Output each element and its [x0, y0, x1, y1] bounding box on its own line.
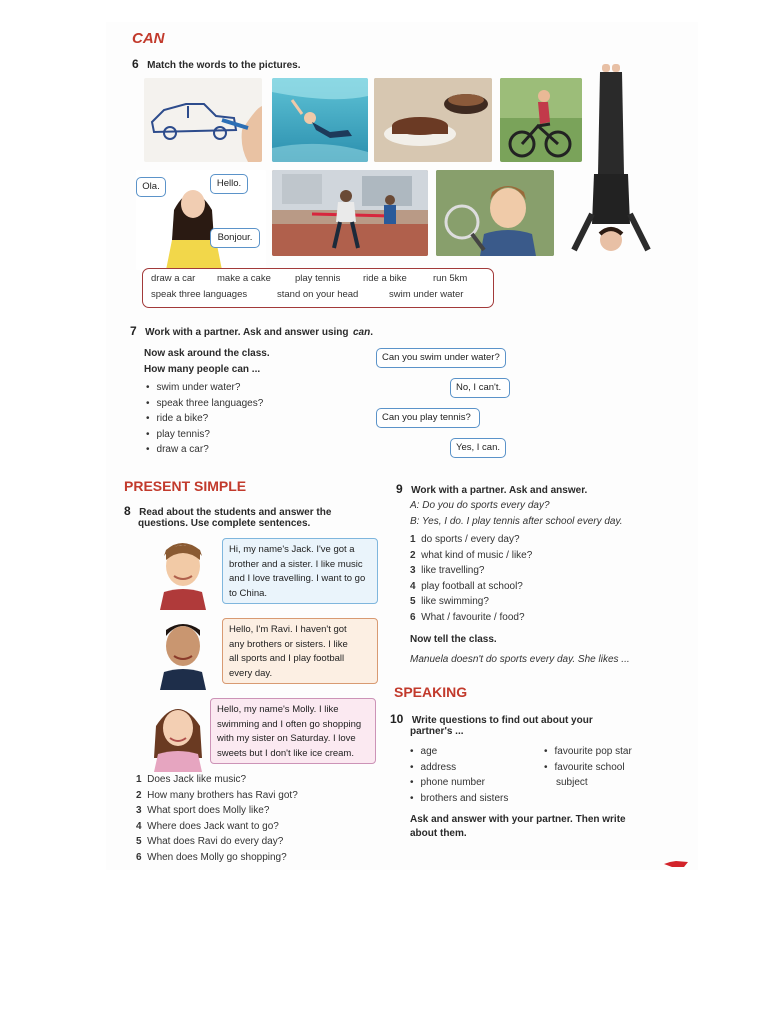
ex7-header: 7 Work with a partner. Ask and answer using can.: [130, 324, 373, 338]
ex9-example-a: A: Do you do sports every day?: [410, 500, 550, 511]
list-item: 4 play football at school?: [410, 580, 523, 592]
ex7-instruction: Work with a partner. Ask and answer using: [145, 327, 349, 338]
list-item: 6 When does Molly go shopping?: [136, 851, 287, 863]
swimmer-icon: [272, 78, 368, 162]
dialogue-bubble-3: Can you play tennis?: [376, 408, 480, 428]
ex10-col2: [544, 744, 632, 775]
word-swim-under-water: swim under water: [389, 289, 464, 300]
ravi-line: all sports and I play football: [229, 653, 345, 664]
ravi-avatar: [156, 616, 208, 690]
list-item: 2 How many brothers has Ravi got?: [136, 789, 298, 801]
bubble-ola: Ola.: [136, 177, 166, 197]
list-item: 3 What sport does Molly like?: [136, 805, 270, 816]
ex9-instruction: Work with a partner. Ask and answer.: [411, 485, 588, 496]
list-item: • play tennis?: [146, 427, 263, 443]
list-item: • speak three languages?: [146, 396, 263, 412]
ex10-col1: [410, 744, 508, 806]
ex7-sub1: Now ask around the class.: [144, 348, 270, 359]
list-item: 5 like swimming?: [410, 596, 489, 607]
list-item: • phone number: [410, 775, 508, 791]
word-stand-on-head: stand on your head: [277, 289, 359, 300]
can-title: CAN: [132, 30, 165, 47]
ex7-list: [146, 380, 263, 458]
jack-line: and I love travelling. I want to go: [229, 573, 366, 584]
ex8-line1: Read about the students and answer the: [139, 507, 332, 518]
list-item: 3 like travelling?: [410, 565, 485, 576]
ex9-tell: Now tell the class.: [410, 634, 497, 645]
molly-line: Hello, my name's Molly. I like: [217, 704, 339, 715]
molly-text-box: [210, 698, 376, 764]
jack-line: brother and a sister. I like music: [229, 558, 363, 570]
ex10-footer2: about them.: [410, 828, 467, 839]
cake-icon: [374, 78, 492, 162]
ravi-line: Hello, I'm Ravi. I haven't got: [229, 624, 347, 635]
photo-stand-on-head: [566, 64, 656, 258]
boy-face-icon: [156, 536, 208, 610]
dialogue-bubble-4: Yes, I can.: [450, 438, 506, 458]
list-item: • swim under water?: [146, 380, 263, 396]
ex9-tell-example: Manuela doesn't do sports every day. She likes ...: [410, 654, 630, 665]
ex10-footer1: Ask and answer with your partner. Then write: [410, 814, 626, 825]
photo-draw-car: [144, 78, 262, 162]
tennis-boy-icon: [436, 170, 554, 256]
ex9-example-b: B: Yes, I do. I play tennis after school every day.: [410, 516, 623, 527]
ex6-instruction: Match the words to the pictures.: [147, 60, 301, 71]
ravi-line: any brothers or sisters. I like: [229, 638, 348, 650]
ex9-items: [410, 532, 532, 625]
ex10-line1: Write questions to find out about your: [411, 715, 593, 726]
list-item: • brothers and sisters: [410, 791, 508, 807]
list-item: 4 Where does Jack want to go?: [136, 820, 279, 832]
ex7-sub2: How many people can ...: [144, 364, 261, 375]
list-item: • address: [410, 760, 508, 776]
list-item: 6 What / favourite / food?: [410, 611, 525, 623]
list-item: • age: [410, 744, 508, 760]
photo-play-tennis: [436, 170, 554, 256]
word-run-5km: run 5km: [433, 273, 468, 284]
girl-face-icon: [148, 696, 208, 772]
ex8-questions: [136, 772, 298, 865]
ex9-number: 9: [396, 482, 403, 496]
photo-run-5km: [272, 170, 428, 256]
list-item: • favourite school: [544, 760, 632, 776]
page-corner-mark: [660, 856, 690, 866]
red-mark-icon: [660, 859, 690, 869]
bubble-hello: Hello.: [210, 174, 248, 194]
runners-icon: [272, 170, 428, 256]
jack-line: Hi, my name's Jack. I've got a: [229, 544, 355, 555]
list-item: • favourite pop star: [544, 744, 632, 760]
list-item: 5 What does Ravi do every day?: [136, 836, 284, 847]
ex7-keyword: can: [352, 327, 371, 338]
photo-swim-under-water: [272, 78, 368, 162]
jack-text-box: [222, 538, 378, 604]
list-item: 2 what kind of music / like?: [410, 549, 533, 561]
list-item: • ride a bike?: [146, 411, 263, 427]
jack-line: to China.: [229, 587, 268, 599]
list-item: 1 do sports / every day?: [410, 534, 520, 545]
molly-avatar: [148, 696, 208, 772]
ex6-number: 6: [132, 57, 139, 71]
ex7-number: 7: [130, 324, 137, 338]
speaking-title: SPEAKING: [394, 684, 468, 700]
ex9-header: [396, 480, 587, 498]
bubble-bonjour: Bonjour.: [210, 228, 260, 248]
boy-face-icon: [156, 616, 208, 690]
ex8-number: 8: [124, 504, 131, 518]
word-draw-car: draw a car: [151, 273, 196, 284]
ex8-line2: questions. Use complete sentences.: [138, 518, 311, 529]
word-make-cake: make a cake: [217, 273, 271, 284]
molly-line: with my sister on Saturday. I love: [217, 733, 356, 744]
photo-make-cake: [374, 78, 492, 162]
molly-line: sweets but I don't like ice cream.: [217, 747, 354, 759]
word-play-tennis: play tennis: [295, 273, 341, 284]
dialogue-bubble-1: Can you swim under water?: [376, 348, 506, 368]
molly-line: swimming and I often go shopping: [217, 718, 362, 730]
dialogue-bubble-2: No, I can't.: [450, 378, 510, 398]
word-box: [142, 268, 494, 308]
list-item: • draw a car?: [146, 442, 263, 458]
ex10-col2-cont: subject: [556, 777, 588, 788]
ex6-header: [132, 55, 301, 73]
word-ride-bike: ride a bike: [363, 273, 407, 284]
jack-avatar: [156, 536, 208, 610]
list-item: 1 Does Jack like music?: [136, 774, 247, 785]
ravi-line: every day.: [229, 667, 273, 679]
ravi-text-box: [222, 618, 378, 684]
present-simple-title: PRESENT SIMPLE: [124, 478, 247, 494]
car-drawing-icon: [144, 78, 262, 162]
ex10-number: 10: [390, 712, 404, 726]
word-speak-languages: speak three languages: [151, 289, 248, 300]
ex10-line2: partner's ...: [410, 726, 464, 737]
textbook-page: [106, 22, 698, 870]
headstand-icon: [566, 64, 656, 258]
